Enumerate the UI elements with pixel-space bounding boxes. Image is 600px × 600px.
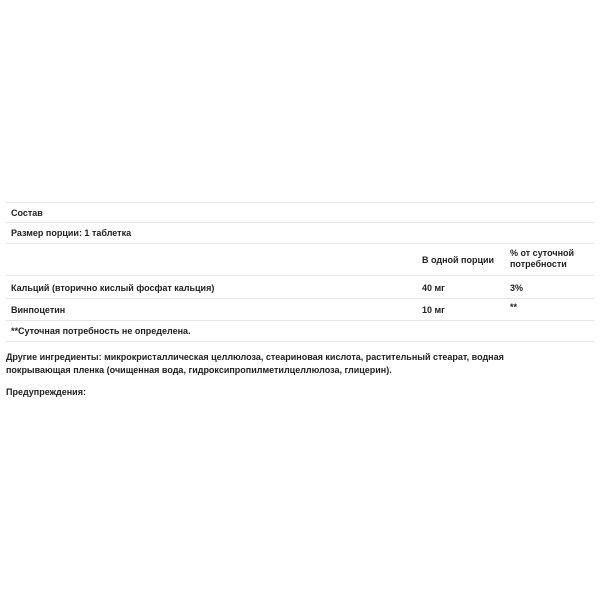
other-ingredients-line1: Другие ингредиенты: микрокристаллическая целлюлоза, стеариновая кислота, растительный стеарат, водная — [6, 352, 504, 362]
footnote: **Суточная потребность не определена. — [11, 326, 191, 336]
serving-size-row — [6, 223, 594, 244]
serving-size: Размер порции: 1 таблетка — [11, 228, 132, 238]
table-header-row — [6, 244, 594, 276]
table-title: Состав — [11, 208, 43, 218]
other-ingredients-line2: покрывающая пленка (очищенная вода, гидроксипропилметилцеллюлоза, глицерин). — [6, 365, 392, 375]
dv-header-line2: потребности — [510, 259, 567, 269]
table-title-row — [6, 203, 594, 223]
supplement-facts-table — [6, 202, 594, 342]
ingredient-dv: ** — [510, 302, 518, 312]
table-row — [6, 299, 594, 321]
dv-header-line1: % от суточной — [510, 248, 575, 258]
ingredient-name: Кальций (вторично кислый фосфат кальция) — [11, 283, 215, 293]
table-row — [6, 276, 594, 299]
amount-header: В одной порции — [422, 255, 495, 265]
warnings-label: Предупреждения: — [6, 387, 86, 397]
footnote-row — [6, 321, 594, 342]
ingredient-amount: 40 мг — [422, 283, 445, 293]
ingredient-name: Винпоцетин — [11, 305, 66, 315]
ingredient-dv: 3% — [510, 283, 524, 293]
ingredient-amount: 10 мг — [422, 305, 445, 315]
dv-header — [510, 248, 574, 270]
other-ingredients — [6, 351, 586, 377]
